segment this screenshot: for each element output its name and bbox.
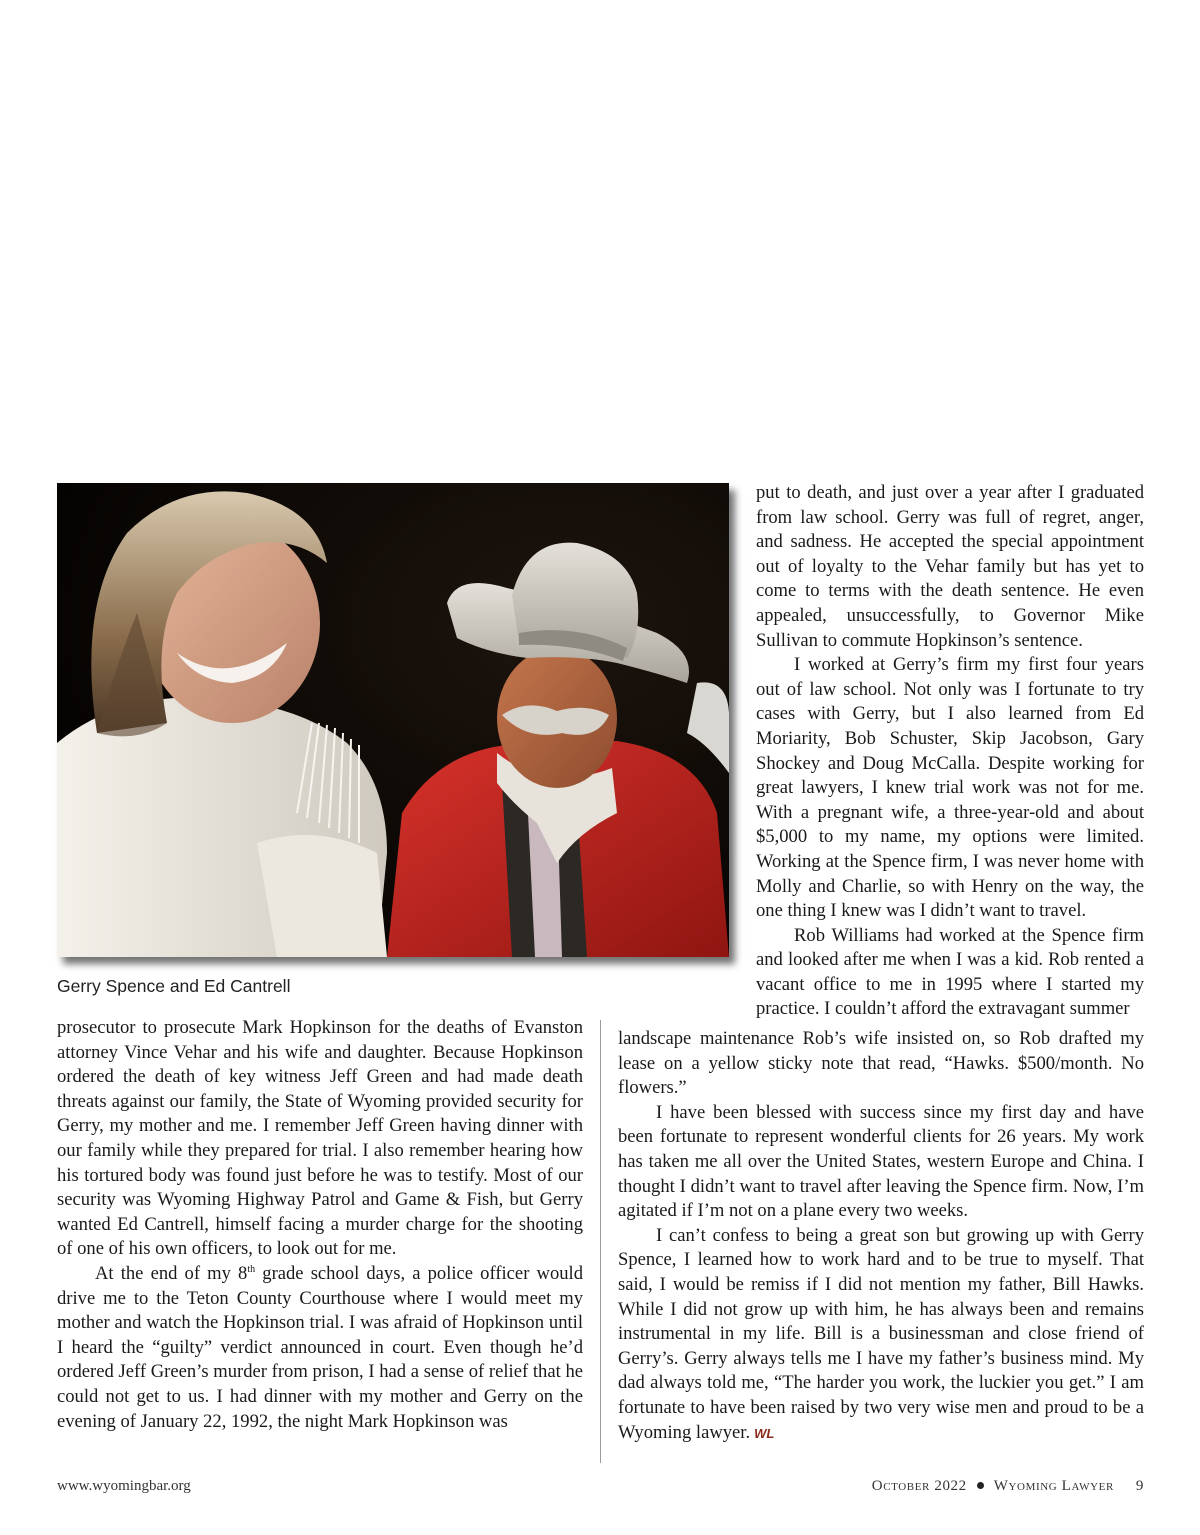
paragraph-text: I can’t confess to being a great son but growing up with Gerry Spence, I learned how to work hard and to be true to myself. That said, I would be remiss if I did not mention my father, Bill Hawks. While I did not grow up with him, he has always been and remains instrumental in my life. Bill is a businessman and close friend of Gerry’s. Gerry always tells me I have my father’s business mind. My dad always told me, “The harder you work, the luckier you get.” I am fortunate to have been raised by two very wise men and proud to be a Wyoming lawyer. <box>618 1224 1144 1443</box>
paragraph <box>618 1224 1144 1446</box>
paragraph: I worked at Gerry’s firm my first four years out of law school. Not only was I fortunate to try cases with Gerry, but I also learned from Ed Moriarity, Bob Schuster, Skip Jacobson, Gary Shockey and Doug McCalla. Despite working for great lawyers, I knew trial work was not for me. With a pregnant wife, a three-year-old and about $5,000 to my name, my options were limited. Working at the Spence firm, I was never home with Molly and Charlie, so with Henry on the way, the one thing I knew was I didn’t want to travel. <box>756 654 1144 922</box>
ordinal-suffix: th <box>247 1263 256 1275</box>
article-column-right-top <box>756 481 1144 1022</box>
footer-publication: Wyoming Lawyer <box>993 1478 1114 1494</box>
paragraph-text: At the end of my 8 <box>95 1262 248 1284</box>
paragraph: landscape maintenance Rob’s wife insisted on, so Rob drafted my lease on a yellow sticky note that read, “Hawks. $500/month. No flowers.” <box>618 1028 1144 1099</box>
page-number: 9 <box>1135 1478 1144 1494</box>
footer-website: www.wyomingbar.org <box>57 1478 191 1494</box>
photo-illustration <box>57 483 729 957</box>
article-column-right-bottom <box>618 1027 1144 1446</box>
footer-issue-info <box>872 1478 1144 1495</box>
paragraph <box>57 1262 583 1434</box>
photo-caption: Gerry Spence and Ed Cantrell <box>57 976 291 996</box>
end-mark: WL <box>754 1425 775 1441</box>
paragraph: prosecutor to prosecute Mark Hopkinson for the deaths of Evanston attorney Vince Vehar and his wife and daughter. Because Hopkinson ordered the death of key witness Jeff Green and had made death threats against our family, the State of Wyoming provided security for Gerry, my mother and me. I remember Jeff Green having dinner with our family while they prepared for trial. I also remember hearing how his tortured body was found just before he was to testify. Most of our security was Wyoming Highway Patrol and Game & Fish, but Gerry wanted Ed Cantrell, himself facing a murder charge for the shooting of one of his own officers, to look out for me. <box>57 1017 583 1260</box>
photo-image <box>57 483 729 957</box>
bullet-separator <box>977 1482 984 1489</box>
footer-issue-date: October 2022 <box>871 1478 967 1494</box>
paragraph-text: grade school days, a police officer would drive me to the Teton County Courthouse where I would meet my mother and watch the Hopkinson trial. I was afraid of Hopkinson until I heard the “guilty” verdict announced in court. Even though he’d ordered Jeff Green’s murder from prison, I had a sense of relief that he could not get to us. I had dinner with my mother and Gerry on the evening of January 22, 1992, the night Mark Hopkinson was <box>57 1262 583 1432</box>
article-photo <box>57 483 729 957</box>
paragraph: put to death, and just over a year after I graduated from law school. Gerry was full of regret, anger, and sadness. He accepted the special appointment out of loyalty to the Vehar family but has yet to come to terms with the death sentence. He even appealed, unsuccessfully, to Governor Mike Sullivan to commute Hopkinson’s sentence. <box>756 482 1144 651</box>
article-column-left <box>57 1016 583 1434</box>
paragraph: I have been blessed with success since my first day and have been fortunate to represent wonderful clients for 26 years. My work has taken me all over the United States, western Europe and China. I thought I didn’t want to travel after leaving the Spence firm. Now, I’m agitated if I’m not on a plane every two weeks. <box>618 1101 1144 1222</box>
paragraph: Rob Williams had worked at the Spence firm and looked after me when I was a kid. Rob rented a vacant office to me in 1995 where I started my practice. I couldn’t afford the extravagant summer <box>756 924 1144 1020</box>
column-divider <box>600 1020 601 1463</box>
